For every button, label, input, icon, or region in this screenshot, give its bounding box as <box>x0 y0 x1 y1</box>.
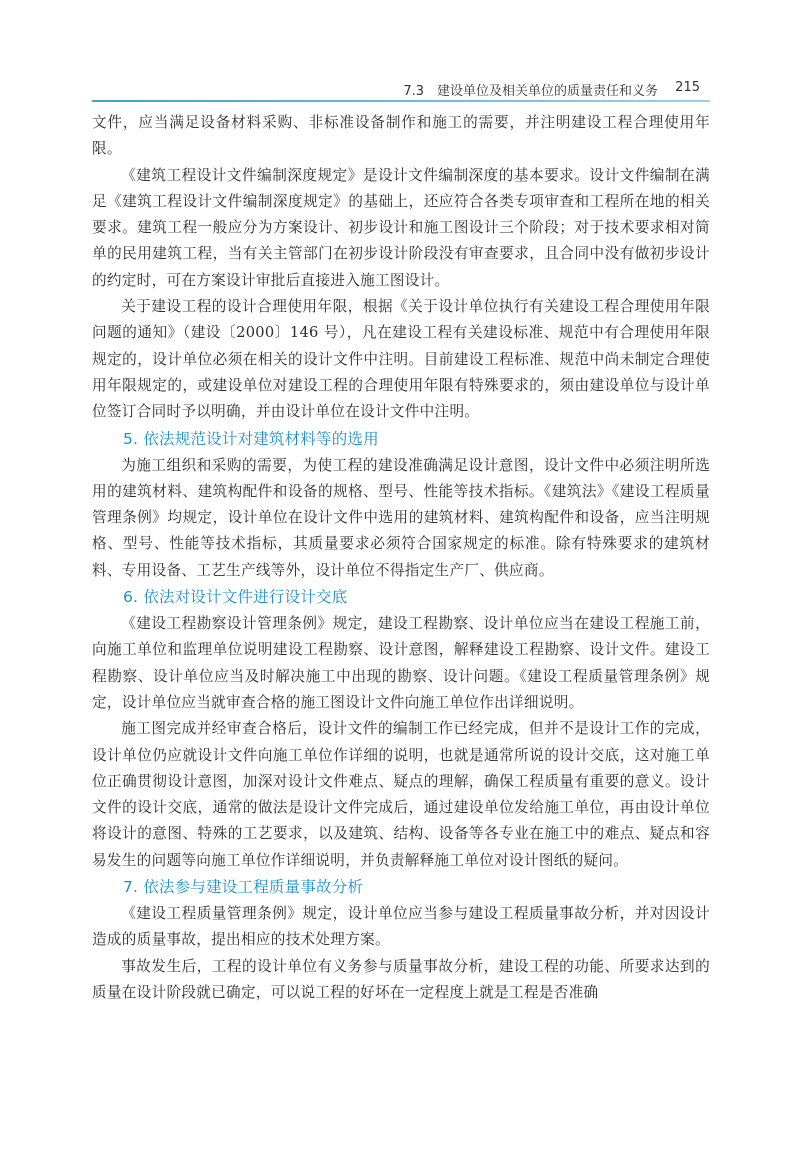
paragraph: 关于建设工程的设计合理使用年限，根据《关于设计单位执行有关建设工程合理使用年限问题的通知》（建设〔2000〕146 号），凡在建设工程有关建设标准、规范中有合理使用年限规定的，设计单位必须在相关的设计文件中注明。目前建设工程标准、规范中尚未制定合理使用年限规定的，或建设单位对建设工程的合理使用年限有特殊要求的，须由建设单位与设计单位签订合同时予以明确，并由设计单位在设计文件中注明。 <box>92 298 710 421</box>
header-divider <box>92 100 710 102</box>
book-page <box>92 76 710 1006</box>
paragraph: 《建筑工程设计文件编制深度规定》是设计文件编制深度的基本要求。设计文件编制在满足《建筑工程设计文件编制深度规定》的基础上，还应符合各类专项审查和工程所在地的相关要求。建筑工程一般应分为方案设计、初步设计和施工图设计三个阶段；对于技术要求相对简单的民用建筑工程，当有关主管部门在初步设计阶段没有审查要求，且合同中没有做初步设计的约定时，可在方案设计审批后直接进入施工图设计。 <box>92 166 710 289</box>
paragraph: 《建设工程质量管理条例》规定，设计单位应当参与建设工程质量事故分析，并对因设计造成的质量事故，提出相应的技术处理方案。 <box>92 905 710 949</box>
paragraph: 施工图完成并经审查合格后，设计文件的编制工作已经完成，但并不是设计工作的完成，设计单位仍应就设计文件向施工单位作详细的说明，也就是通常所说的设计交底，这对施工单位正确贯彻设计意图，加深对设计文件难点、疑点的理解，确保工程质量有重要的意义。设计文件的设计交底，通常的做法是设计文件完成后，通过建设单位发给施工单位，再由设计单位将设计的意图、特殊的工艺要求，以及建筑、结构、设备等各专业在施工中的难点、疑点和容易发生的问题等向施工单位作详细说明，并负责解释施工单位对设计图纸的疑问。 <box>92 720 710 869</box>
paragraph: 为施工组织和采购的需要，为使工程的建设准确满足设计意图，设计文件中必须注明所选用的建筑材料、建筑构配件和设备的规格、型号、性能等技术指标。《建筑法》《建设工程质量管理条例》均规定，设计单位在设计文件中选用的建筑材料、建筑构配件和设备，应当注明规格、型号、性能等技术指标，其质量要求必须符合国家规定的标准。除有特殊要求的建筑材料、专用设备、工艺生产线等外，设计单位不得指定生产厂、供应商。 <box>92 456 710 579</box>
subsection-heading-6: 6. 依法对设计文件进行设计交底 <box>123 588 348 607</box>
paragraph: 事故发生后，工程的设计单位有义务参与质量事故分析，建设工程的功能、所要求达到的质量在设计阶段就已确定，可以说工程的好坏在一定程度上就是工程是否准确 <box>92 957 710 1001</box>
running-header <box>92 76 710 98</box>
body-text <box>92 110 710 1006</box>
subsection-heading-5: 5. 依法规范设计对建筑材料等的选用 <box>123 429 379 448</box>
subsection-heading-7: 7. 依法参与建设工程质量事故分析 <box>123 878 364 897</box>
paragraph: 《建设工程勘察设计管理条例》规定，建设工程勘察、设计单位应当在建设工程施工前，向施工单位和监理单位说明建设工程勘察、设计意图，解释建设工程勘察、设计文件。建设工程勘察、设计单位应当及时解决施工中出现的勘察、设计问题。《建设工程质量管理条例》规定，设计单位应当就审查合格的施工图设计文件向施工单位作出详细说明。 <box>92 615 710 711</box>
paragraph: 文件，应当满足设备材料采购、非标准设备制作和施工的需要，并注明建设工程合理使用年限。 <box>92 114 710 158</box>
page-number: 215 <box>675 80 700 95</box>
section-title: 7.3 建设单位及相关单位的质量责任和义务 <box>403 84 658 99</box>
